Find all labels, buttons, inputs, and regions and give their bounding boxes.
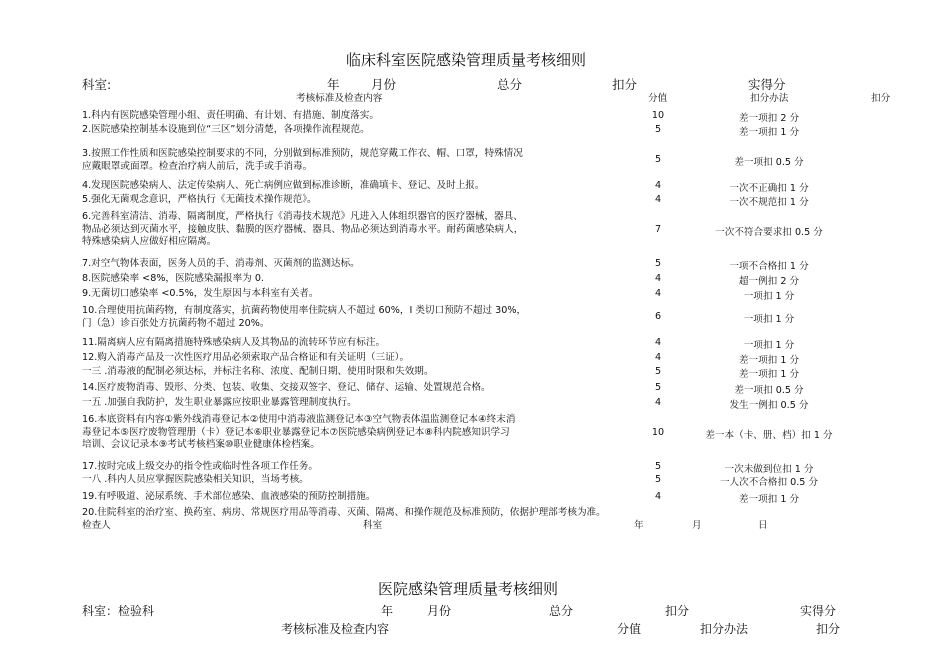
deduction-method: 一项扣 1 分	[743, 291, 795, 302]
criteria-text: 2.医院感染控制基本设施到位“三区”划分清楚，各项操作流程规范。	[82, 124, 370, 135]
score-value: 6	[654, 311, 662, 323]
col-criteria: 考核标准及检查内容	[296, 93, 383, 104]
criteria-text: 19.有呼吸道、泌尿系统、手术部位感染、血液感染的预防控制措施。	[82, 491, 376, 502]
doc1-title: 临床科室医院感染管理质量考核细则	[346, 51, 587, 69]
criteria-text: 11.隔离病人应有隔离措施特殊感染病人及其物品的流转环节应有标注。	[82, 337, 386, 348]
criteria-text: 4.发现医院感染病人、法定传染病人、死亡病例应做到标准诊断，准确填卡、登记、及时上报。	[82, 180, 485, 191]
doc1-deduct-label: 扣分	[612, 77, 638, 92]
deduction-method: 差一项扣 1 分	[738, 494, 800, 505]
col-score: 分值	[648, 93, 668, 104]
score-value: 10	[651, 426, 665, 438]
score-value: 5	[654, 258, 662, 269]
criteria-text: 9.无菌切口感染率 <0.5%，发生原因与本科室有关者。	[82, 288, 319, 299]
doc2-col-criteria: 考核标准及检查内容	[281, 622, 390, 636]
deduction-method: 差一项扣 2 分	[738, 113, 800, 124]
criteria-text: 20.住院科室的治疗室、换药室、病房、常规医疗用品等消毒、灭菌、隔离、和操作规范及标准预防，依据护理部考核为准。	[82, 507, 606, 518]
criteria-text: 培训、会议记录本⑨考试考核档案⑩职业健康体检档案。	[82, 439, 320, 451]
doc2-col-method: 扣分办法	[700, 622, 749, 636]
col-method: 扣分办法	[750, 93, 789, 104]
doc1-dept-label: 科室:	[82, 77, 112, 92]
doc2-deduct-label: 扣分	[665, 604, 690, 618]
criteria-text: 1.科内有医院感染管理小组、责任明确、有计划、有措施、制度落实。	[82, 110, 379, 121]
score-value: 4	[654, 397, 662, 408]
score-value: 5	[654, 474, 662, 485]
doc2-year-label: 年	[381, 604, 394, 618]
deduction-method: 一次未做到位扣 1 分	[724, 464, 814, 475]
score-value: 4	[654, 273, 662, 284]
doc1-year-label: 年	[327, 77, 340, 92]
score-value: 4	[654, 180, 662, 191]
deduction-method: 一次不符合要求扣 0.5 分	[715, 226, 823, 238]
score-value: 10	[651, 110, 665, 121]
score-value: 4	[654, 491, 662, 502]
deduction-method: 一项扣 1 分	[743, 314, 795, 326]
criteria-text: 物品必须达到灭菌水平，接触皮肤、黏膜的医疗器械、器具、物品必须达到消毒水平。耐药菌感染病人，	[82, 223, 524, 235]
doc2-col-score: 分值	[617, 622, 642, 636]
criteria-text: 10.合理使用抗菌药物，有制度落实，抗菌药物使用率住院病人不超过 60%，I 类切口预防不超过 30%，	[82, 305, 527, 316]
doc1-total-label: 总分	[497, 77, 523, 92]
score-value: 5	[654, 461, 662, 472]
criteria-text: 门（急）诊百张处方抗菌药物不超过 20%。	[82, 317, 270, 329]
deduction-method: 一人次不合格扣 0.5 分	[719, 477, 819, 488]
criteria-text: 3.按照工作性质和医院感染控制要求的不同，分别做到标准预防，规范穿戴工作衣、帽、口罩，特殊情况	[82, 148, 523, 159]
deduction-method: 差一项扣 1 分	[738, 369, 800, 380]
footer-day: 日	[758, 520, 768, 531]
doc1-month-label: 月份	[371, 77, 397, 92]
score-value: 5	[654, 366, 662, 377]
criteria-text: 毒登记本⑤医疗废物管理册（卡）登记本⑥职业暴露登记本⑦医院感染病例登记本⑧科内院感知识学习	[82, 426, 510, 438]
deduction-method: 一项扣 1 分	[743, 340, 795, 351]
criteria-text: 特殊感染病人应做好相应隔离。	[82, 236, 217, 248]
doc2-dept-label: 科室：检验科	[82, 604, 155, 618]
score-value: 5	[654, 154, 662, 166]
criteria-text: 5.强化无菌观念意识，严格执行《无菌技术操作规范》。	[82, 194, 317, 205]
deduction-method: 差一项扣 0.5 分	[734, 385, 804, 396]
score-value: 4	[654, 352, 662, 363]
criteria-text: 12.购入消毒产品及一次性医疗用品必须索取产品合格证和有关证明（三证）。	[82, 352, 410, 363]
criteria-text: 一三 .消毒液的配制必须达标，并标注名称、浓度、配制日期、使用时限和失效期。	[82, 366, 434, 377]
col-deduct: 扣分	[871, 93, 891, 104]
deduction-method: 差一项扣 1 分	[738, 355, 800, 366]
criteria-text: 16.本底资料有内容①紫外线消毒登记本②使用中消毒液监测登记本③空气物表体温监测登记本④终末消	[82, 414, 516, 425]
score-value: 4	[654, 194, 662, 205]
score-value: 5	[654, 382, 662, 393]
criteria-text: 7.对空气物体表面，医务人员的手、消毒剂、灭菌剂的监测达标。	[82, 258, 360, 269]
score-value: 7	[654, 223, 662, 235]
doc2-title: 医院感染管理质量考核细则	[378, 580, 559, 598]
doc2-month-label: 月份	[427, 604, 452, 618]
criteria-text: 应戴眼罩或面罩。检查治疗病人前后，洗手或手消毒。	[82, 160, 313, 172]
footer-inspector: 检查人	[82, 520, 111, 531]
criteria-text: 17.按时完成上级交办的指令性或临时性各项工作任务。	[82, 461, 318, 472]
score-value: 5	[654, 124, 662, 135]
doc2-total-label: 总分	[549, 604, 574, 618]
footer-dept: 科室	[363, 520, 383, 531]
criteria-text: 一五 .加强自我防护，发生职业暴露应按职业暴露管理制度执行。	[82, 397, 357, 408]
footer-month: 月	[692, 520, 702, 531]
criteria-text: 14.医疗废物消毒、毁形、分类、包装、收集、交接双签字、登记、储存、运输、处置规范合格。	[82, 382, 491, 393]
deduction-method: 差一本（卡、册、档）扣 1 分	[705, 429, 833, 441]
criteria-text: 一八 .科内人员应掌握医院感染相关知识，当场考核。	[82, 474, 309, 485]
doc2-col-deduct: 扣分	[816, 622, 841, 636]
score-value: 4	[654, 288, 662, 299]
deduction-method: 一项不合格扣 1 分	[729, 261, 809, 272]
criteria-text: 6.完善科室清洁、消毒、隔离制度，严格执行《消毒技术规范》凡进入人体组织器官的医疗器械，器具、	[82, 211, 523, 222]
score-value: 4	[654, 337, 662, 348]
footer-year: 年	[634, 520, 644, 531]
deduction-method: 一次不规范扣 1 分	[729, 197, 809, 208]
deduction-method: 发生一例扣 0.5 分	[729, 400, 809, 411]
deduction-method: 差一项扣 0.5 分	[734, 157, 804, 169]
deduction-method: 一次不正确扣 1 分	[729, 183, 809, 194]
deduction-method: 差一项扣 1 分	[738, 127, 800, 138]
doc1-actual-label: 实得分	[748, 77, 786, 92]
doc2-actual-label: 实得分	[800, 604, 837, 618]
deduction-method: 超一例扣 2 分	[738, 276, 800, 287]
criteria-text: 8.医院感染率 <8%，医院感染漏报率为 0.	[82, 273, 264, 284]
